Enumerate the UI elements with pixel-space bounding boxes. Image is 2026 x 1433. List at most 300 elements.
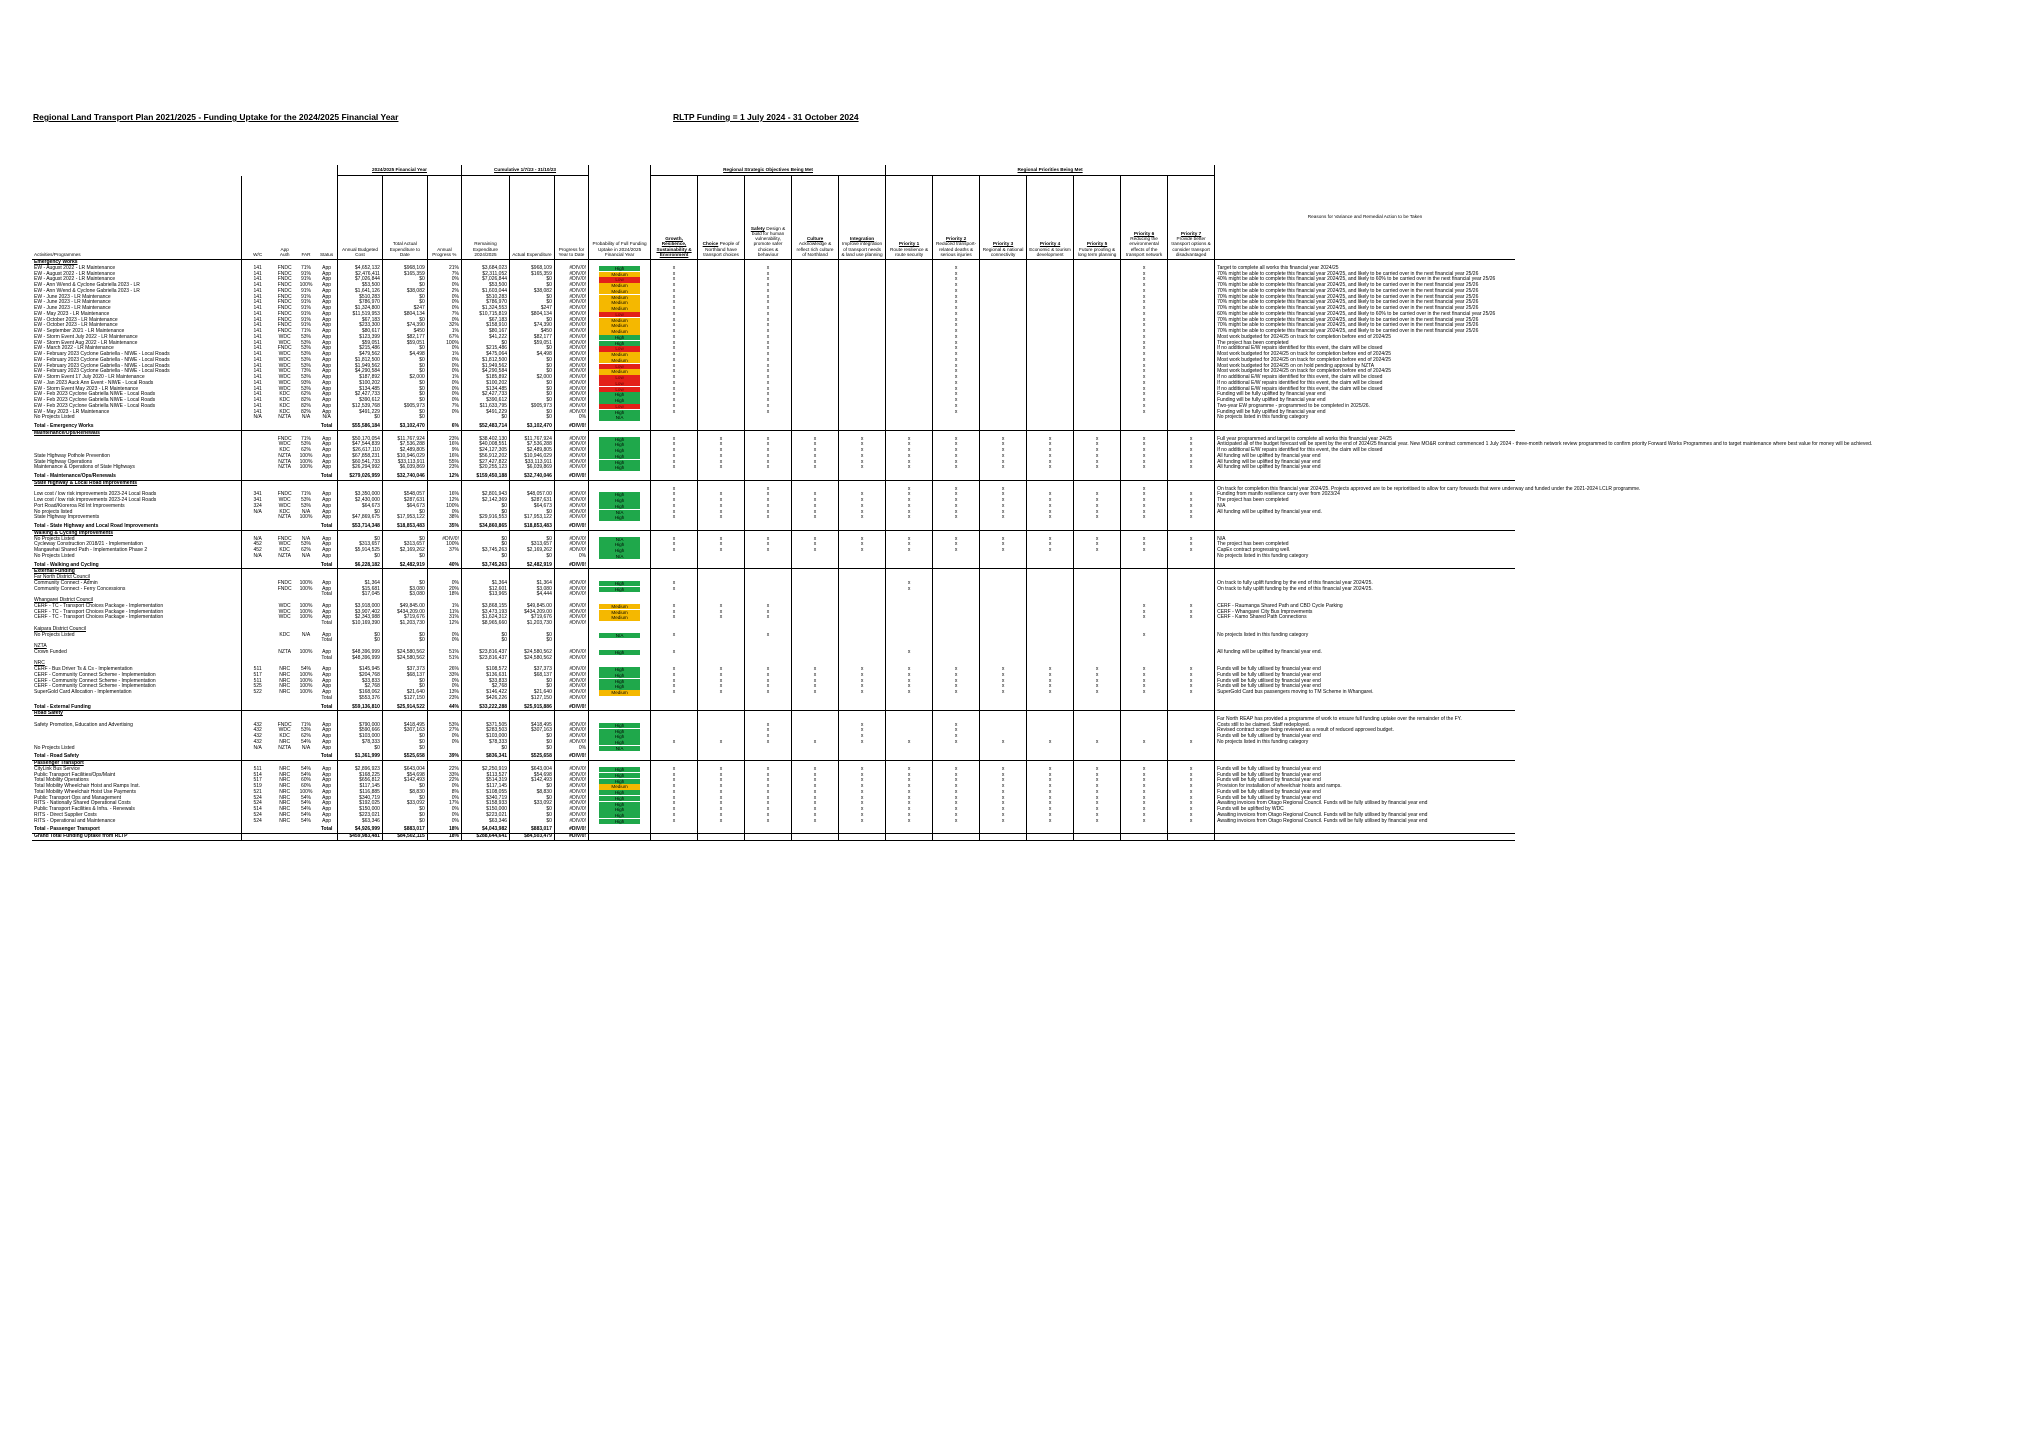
- criteria-mark: x: [933, 684, 980, 690]
- activity-name: EW - October 2023 - LR Maintenance: [34, 316, 118, 323]
- annual-budget: $3,350,000: [338, 492, 383, 498]
- criteria-mark: x: [1074, 667, 1121, 673]
- work-category: 141: [241, 289, 273, 295]
- remaining-expenditure: $2,142,369: [461, 498, 509, 504]
- activity-name: EW - June 2023 - LR Maintenance: [34, 305, 111, 311]
- annual-progress: 16%: [427, 492, 461, 498]
- criteria-mark: x: [839, 492, 886, 498]
- far-rate: 100%: [299, 608, 313, 615]
- header-row: [32, 176, 1515, 260]
- criteria-mark: [1168, 834, 1215, 841]
- far-rate: 93%: [301, 379, 312, 386]
- progress-ytd: #DIV/0!: [554, 581, 588, 587]
- progress-ytd: #DIV/0!: [554, 341, 588, 347]
- variance-reason: All funding will be uplifted by financial year end.: [1215, 510, 1515, 516]
- criteria-mark: x: [1121, 375, 1168, 381]
- criteria-mark: x: [1168, 498, 1215, 504]
- annual-budget: $103,000: [338, 734, 383, 740]
- criteria-mark: x: [1168, 437, 1215, 443]
- remaining-expenditure: $4,290,584: [461, 369, 509, 375]
- progress-ytd: #DIV/0!: [554, 410, 588, 416]
- remaining-expenditure: $1,324,553: [461, 306, 509, 312]
- annual-budget: $313,657: [338, 542, 383, 548]
- annual-progress: 1%: [427, 329, 461, 335]
- activity-name: EW - Storm Event May 2023 - LR Maintenance: [34, 385, 139, 392]
- activity-name: Cycleway Construction 2018/21 - Implementation: [34, 541, 143, 548]
- criteria-mark: x: [698, 604, 745, 610]
- actual-to-date: $643,004: [382, 767, 427, 773]
- activity-name: Low cost / low risk improvements 2023-24 Local Roads: [34, 497, 157, 503]
- criteria-mark: x: [745, 504, 792, 510]
- activity-name: Community Connect - Admin: [34, 579, 98, 586]
- variance-reason: On track to fully uplift funding by the end of this financial year 2024/25.: [1215, 587, 1515, 593]
- actual-expenditure: $905,973: [510, 404, 555, 410]
- criteria-mark: x: [886, 679, 933, 685]
- annual-progress: 8%: [427, 790, 461, 796]
- remaining-expenditure: $3,473,193: [461, 610, 509, 616]
- remaining-expenditure: $215,486: [461, 346, 509, 352]
- criteria-mark: x: [1027, 790, 1074, 796]
- work-category: 141: [241, 369, 273, 375]
- activity-name: EW - Jan 2023 Auck Ann Event - NIWE - Local Roads: [34, 379, 154, 386]
- variance-reason: Funds will be uplifted by WDC: [1215, 807, 1515, 813]
- col-auth: App Auth: [273, 176, 295, 260]
- criteria-mark: x: [980, 813, 1027, 819]
- criteria-mark: x: [886, 515, 933, 521]
- criteria-mark: x: [698, 465, 745, 471]
- far-rate: 100%: [299, 458, 313, 465]
- criteria-mark: x: [1168, 813, 1215, 819]
- activity-name: EW - June 2023 - LR Maintenance: [34, 293, 111, 300]
- remaining-expenditure: $2,768: [461, 684, 509, 690]
- criteria-mark: x: [839, 504, 886, 510]
- criteria-mark: x: [933, 819, 980, 825]
- status: App: [322, 788, 332, 795]
- subsection-title: Kaipara District Council: [34, 625, 86, 632]
- criteria-mark: x: [1121, 819, 1168, 825]
- criteria-mark: x: [839, 819, 886, 825]
- criteria-mark: x: [933, 392, 980, 398]
- activity-name: No Projects Listed: [34, 535, 75, 542]
- annual-progress: 53%: [427, 723, 461, 729]
- actual-to-date: $49,845.00: [382, 604, 427, 610]
- criteria-mark: x: [698, 504, 745, 510]
- activity-name: Total - Passenger Transport: [32, 827, 241, 833]
- actual-to-date: $0: [382, 358, 427, 364]
- approved-authority: NZTA: [278, 414, 291, 421]
- remaining-expenditure: $53,500: [461, 283, 509, 289]
- criteria-mark: x: [1121, 542, 1168, 548]
- far-rate: 71%: [301, 328, 312, 334]
- variance-reason: Funding will be fully uplifted by financial year end: [1215, 398, 1515, 404]
- criteria-mark: x: [792, 679, 839, 685]
- criteria-mark: x: [933, 375, 980, 381]
- status: App: [322, 441, 332, 448]
- criteria-mark: x: [980, 767, 1027, 773]
- variance-reason: All funding will be uplifted by financial year end.: [1215, 650, 1515, 656]
- criteria-mark: x: [886, 542, 933, 548]
- annual-budget: $510,283: [338, 295, 383, 301]
- remaining-expenditure: $20,255,123: [461, 465, 509, 471]
- criteria-mark: x: [1121, 329, 1168, 335]
- actual-expenditure: $0: [510, 364, 555, 370]
- actual-to-date: $0: [382, 295, 427, 301]
- criteria-mark: [886, 834, 933, 841]
- actual-expenditure: $0: [510, 381, 555, 387]
- approved-authority: KDC: [279, 733, 290, 740]
- actual-to-date: $25,914,522: [382, 705, 427, 711]
- actual-expenditure: $0: [510, 392, 555, 398]
- far-rate: 82%: [301, 402, 312, 409]
- work-category: 141: [241, 375, 273, 381]
- probability-badge: High: [599, 515, 640, 520]
- approved-authority: WDC: [278, 502, 291, 509]
- activity-name: EW - October 2023 - LR Maintenance: [34, 322, 118, 329]
- probability-badge: N/A: [599, 633, 640, 638]
- status: App: [322, 721, 332, 728]
- annual-budget: $12,539,768: [338, 404, 383, 410]
- approved-authority: WDC: [278, 333, 291, 340]
- col-wc: W/C: [241, 176, 273, 260]
- criteria-mark: x: [698, 790, 745, 796]
- remaining-expenditure: $78,333: [461, 740, 509, 746]
- criteria-mark: x: [1168, 790, 1215, 796]
- criteria-mark: x: [886, 673, 933, 679]
- actual-to-date: $24,580,562: [382, 656, 427, 662]
- status: App: [322, 270, 332, 277]
- status: App: [322, 817, 332, 824]
- actual-expenditure: $0: [510, 398, 555, 404]
- criteria-mark: x: [980, 537, 1027, 543]
- annual-progress: 26%: [427, 667, 461, 673]
- status: App: [322, 800, 332, 807]
- variance-reason: Funds will be fully utilised by financial year end: [1215, 790, 1515, 796]
- criteria-mark: x: [745, 277, 792, 283]
- progress-ytd: #DIV/0!: [554, 358, 588, 364]
- status: App: [322, 491, 332, 498]
- actual-to-date: $0: [382, 387, 427, 393]
- probability-badge: High: [599, 498, 640, 503]
- approved-authority: FNDC: [277, 282, 292, 288]
- criteria-mark: [933, 834, 980, 841]
- remaining-expenditure: $1,364: [461, 581, 509, 587]
- probability-badge: High: [599, 729, 640, 734]
- annual-progress: 0%: [427, 740, 461, 746]
- annual-progress: 0%: [427, 638, 461, 644]
- annual-budget: $26,617,110: [338, 448, 383, 454]
- remaining-expenditure: $67,183: [461, 318, 509, 324]
- work-category: 524: [241, 801, 273, 807]
- status: Total: [316, 827, 337, 833]
- annual-budget: $64,673: [338, 504, 383, 510]
- actual-to-date: $59,051: [382, 341, 427, 347]
- criteria-mark: x: [1027, 773, 1074, 779]
- criteria-mark: x: [933, 728, 980, 734]
- criteria-mark: x: [886, 784, 933, 790]
- criteria-mark: x: [651, 796, 698, 802]
- criteria-mark: x: [839, 673, 886, 679]
- criteria-mark: x: [792, 773, 839, 779]
- col-status: Status: [316, 176, 337, 260]
- status: App: [322, 585, 332, 592]
- activity-name: EW - September 2021 - LR Maintenance: [34, 328, 125, 334]
- approved-authority: FNDC: [277, 293, 292, 300]
- criteria-mark: x: [1027, 690, 1074, 696]
- col-probability: Probability of Full Funding Uptake in 2024/2025 Financial Year: [589, 176, 651, 260]
- col-objective-2: Choice People of Northland have transport choices: [698, 176, 745, 260]
- actual-expenditure: $313,657: [510, 542, 555, 548]
- criteria-mark: x: [1168, 690, 1215, 696]
- progress-ytd: #DIV/0!: [554, 474, 588, 480]
- approved-authority: FNDC: [277, 322, 292, 329]
- criteria-mark: x: [1074, 778, 1121, 784]
- annual-progress: 1%: [427, 604, 461, 610]
- far-rate: 53%: [301, 356, 312, 363]
- criteria-mark: x: [1027, 740, 1074, 746]
- probability-badge: High: [599, 442, 640, 447]
- actual-expenditure: $2,489,805: [510, 448, 555, 454]
- criteria-mark: x: [792, 673, 839, 679]
- approved-authority: NRC: [279, 800, 291, 807]
- far-rate: 100%: [299, 671, 313, 678]
- criteria-mark: x: [651, 318, 698, 324]
- criteria-mark: x: [1121, 610, 1168, 616]
- far-rate: 91%: [301, 293, 312, 300]
- actual-to-date: $0: [382, 684, 427, 690]
- criteria-mark: x: [1027, 679, 1074, 685]
- work-category: 524: [241, 813, 273, 819]
- criteria-mark: x: [745, 796, 792, 802]
- criteria-mark: x: [839, 498, 886, 504]
- status: Total: [321, 637, 332, 644]
- work-category: N/A: [241, 554, 273, 560]
- variance-reason: Most work budgeted for 2024/25 on track for completion before end of 2024/25: [1215, 352, 1515, 358]
- variance-reason: The project has been completed: [1215, 341, 1515, 347]
- variance-reason: Most work budgeted for 2024/25 on track for completion before end of 2024/25: [1215, 358, 1515, 364]
- probability-badge: High: [599, 767, 640, 772]
- actual-to-date: $142,493: [382, 778, 427, 784]
- criteria-mark: x: [698, 667, 745, 673]
- actual-expenditure: $2,482,919: [510, 563, 555, 569]
- criteria-mark: x: [745, 813, 792, 819]
- criteria-mark: x: [1121, 283, 1168, 289]
- remaining-expenditure: $3,868,155: [461, 604, 509, 610]
- probability-badge: High: [599, 465, 640, 470]
- subsection-title: Whangarei District Council: [34, 597, 93, 603]
- annual-progress: 0%: [427, 306, 461, 312]
- annual-progress: 12%: [427, 498, 461, 504]
- annual-budget: $53,714,348: [338, 524, 383, 530]
- approved-authority: FNDC: [277, 491, 292, 498]
- criteria-mark: x: [886, 790, 933, 796]
- criteria-mark: x: [745, 460, 792, 466]
- criteria-mark: x: [698, 807, 745, 813]
- actual-to-date: $525,658: [382, 754, 427, 760]
- annual-progress: 27%: [427, 728, 461, 734]
- far-rate: 54%: [301, 765, 312, 772]
- far-rate: [296, 834, 316, 841]
- status: App: [322, 379, 332, 386]
- criteria-mark: x: [980, 784, 1027, 790]
- criteria-mark: x: [1121, 346, 1168, 352]
- progress-ytd: #DIV/0!: [554, 510, 588, 516]
- annual-progress: 0%: [427, 510, 461, 516]
- probability-badge: High: [599, 667, 640, 672]
- approved-authority: WDC: [278, 441, 291, 448]
- annual-budget: $0: [338, 633, 383, 639]
- approved-authority: NRC: [279, 783, 291, 790]
- work-category: 141: [241, 335, 273, 341]
- variance-reason: If no additional E/W repairs identified for this event, the claim will be closed: [1215, 448, 1515, 454]
- variance-reason: All funding will be uplifted by financial year end: [1215, 454, 1515, 460]
- criteria-mark: x: [980, 465, 1027, 471]
- annual-budget: $1,324,800: [338, 306, 383, 312]
- criteria-mark: x: [698, 442, 745, 448]
- actual-expenditure: $0: [510, 684, 555, 690]
- criteria-mark: x: [651, 346, 698, 352]
- criteria-mark: x: [1168, 673, 1215, 679]
- work-category: 141: [241, 341, 273, 347]
- variance-reason: No projects listed in this funding category: [1215, 740, 1515, 746]
- status: App: [322, 391, 332, 398]
- status: App: [322, 402, 332, 409]
- annual-progress: 16%: [427, 442, 461, 448]
- progress-ytd: #DIV/0!: [554, 754, 588, 760]
- approved-authority: WDC: [278, 379, 291, 386]
- progress-ytd: #DIV/0!: [554, 696, 588, 702]
- annual-budget: $5,914,525: [338, 548, 383, 554]
- criteria-mark: x: [745, 346, 792, 352]
- probability-badge: High: [599, 548, 640, 553]
- actual-expenditure: $1,203,730: [510, 621, 555, 627]
- criteria-mark: x: [651, 487, 698, 493]
- actual-expenditure: $165,359: [510, 272, 555, 278]
- work-category: 141: [241, 381, 273, 387]
- col-priority-3: Priority 3 Regional & national connectivity: [980, 176, 1027, 260]
- probability-badge: Low: [599, 312, 640, 317]
- criteria-mark: x: [1074, 819, 1121, 825]
- criteria-mark: x: [933, 398, 980, 404]
- annual-progress: 0%: [427, 796, 461, 802]
- status: App: [322, 385, 332, 392]
- col-activities: Activities/Programmes: [32, 176, 241, 260]
- approved-authority: KDC: [279, 397, 290, 403]
- actual-to-date: $0: [382, 300, 427, 306]
- annual-budget: $340,719: [338, 796, 383, 802]
- actual-expenditure: $24,580,562: [510, 656, 555, 662]
- criteria-mark: x: [651, 537, 698, 543]
- criteria-mark: x: [1121, 277, 1168, 283]
- probability-badge: Low: [599, 404, 640, 409]
- criteria-mark: x: [886, 778, 933, 784]
- far-rate: N/A: [301, 535, 311, 542]
- work-category: N/A: [241, 415, 273, 421]
- annual-progress: 11%: [427, 610, 461, 616]
- annual-budget: $2,343,988: [338, 615, 383, 621]
- actual-expenditure: $0: [510, 300, 555, 306]
- annual-budget: $2,768: [338, 684, 383, 690]
- far-rate: 91%: [301, 316, 312, 323]
- variance-reason: Funds will be fully utilised by financial year end: [1215, 684, 1515, 690]
- criteria-mark: x: [651, 773, 698, 779]
- remaining-expenditure: $371,505: [461, 723, 509, 729]
- actual-to-date: $33,113,911: [382, 460, 427, 466]
- criteria-mark: x: [1121, 410, 1168, 416]
- actual-to-date: $287,631: [382, 498, 427, 504]
- activity-name: EW - Feb 2023 Cyclone Gabriella NIWE - Local Roads: [34, 402, 156, 409]
- col-priority-4: Priority 4 Economic & tourism development: [1027, 176, 1074, 260]
- variance-reason: The project has been completed: [1215, 498, 1515, 504]
- criteria-mark: x: [745, 515, 792, 521]
- progress-ytd: #DIV/0!: [554, 684, 588, 690]
- remaining-expenditure: $29,916,553: [461, 515, 509, 521]
- criteria-mark: x: [886, 454, 933, 460]
- variance-reason: If no additional E/W repairs identified for this event, the claim will be closed: [1215, 381, 1515, 387]
- probability-badge: N/A: [599, 537, 640, 542]
- activity-name: EW - February 2023 Cyclone Gabriella - NIWE - Local Roads: [34, 362, 170, 369]
- annual-progress: 18%: [427, 827, 461, 833]
- annual-budget: $4,926,999: [338, 827, 383, 833]
- criteria-mark: x: [886, 548, 933, 554]
- progress-ytd: #DIV/0!: [554, 827, 588, 833]
- status: [316, 834, 337, 841]
- criteria-mark: x: [1121, 465, 1168, 471]
- annual-budget: $3,907,402: [338, 610, 383, 616]
- criteria-mark: x: [698, 819, 745, 825]
- actual-expenditure: $719,676: [510, 615, 555, 621]
- progress-ytd: #DIV/0!: [554, 604, 588, 610]
- work-category: 141: [241, 277, 273, 283]
- criteria-mark: x: [698, 542, 745, 548]
- status: App: [322, 811, 332, 818]
- probability-cell: [589, 834, 651, 841]
- approved-authority: NZTA: [278, 458, 291, 465]
- criteria-mark: x: [745, 323, 792, 329]
- criteria-mark: x: [651, 633, 698, 639]
- status: App: [322, 368, 332, 375]
- approved-authority: WDC: [278, 541, 291, 548]
- activity-name: EW - Feb 2023 Cyclone Gabriella NIWE - Local Roads: [34, 397, 156, 403]
- annual-budget: $1,364: [338, 581, 383, 587]
- remaining-expenditure: $786,970: [461, 300, 509, 306]
- criteria-mark: x: [745, 778, 792, 784]
- criteria-mark: x: [651, 610, 698, 616]
- status: N/A: [322, 414, 331, 421]
- annual-progress: 7%: [427, 404, 461, 410]
- remaining-expenditure: $2,250,919: [461, 767, 509, 773]
- activity-name: SuperGold Card Allocation - Implementation: [34, 689, 132, 695]
- activity-name: State Highway Improvements: [34, 514, 100, 521]
- work-category: 525: [241, 684, 273, 690]
- work-category: 432: [241, 723, 273, 729]
- status: App: [322, 345, 332, 352]
- actual-to-date: $2,489,805: [382, 448, 427, 454]
- criteria-mark: x: [933, 335, 980, 341]
- criteria-mark: x: [1027, 673, 1074, 679]
- progress-ytd: #DIV/0!: [554, 465, 588, 471]
- variance-reason: Provision for installation of wheelchair hoists and ramps.: [1215, 784, 1515, 790]
- variance-reason: CERF - Kamo Shared Path Connections: [1215, 615, 1515, 621]
- annual-progress: 67%: [427, 335, 461, 341]
- probability-badge: Medium: [599, 329, 640, 334]
- status: App: [322, 514, 332, 521]
- criteria-mark: x: [651, 398, 698, 404]
- criteria-mark: x: [1074, 454, 1121, 460]
- criteria-mark: x: [745, 673, 792, 679]
- criteria-mark: x: [1074, 542, 1121, 548]
- progress-ytd: 0%: [554, 554, 588, 560]
- status: App: [322, 310, 332, 317]
